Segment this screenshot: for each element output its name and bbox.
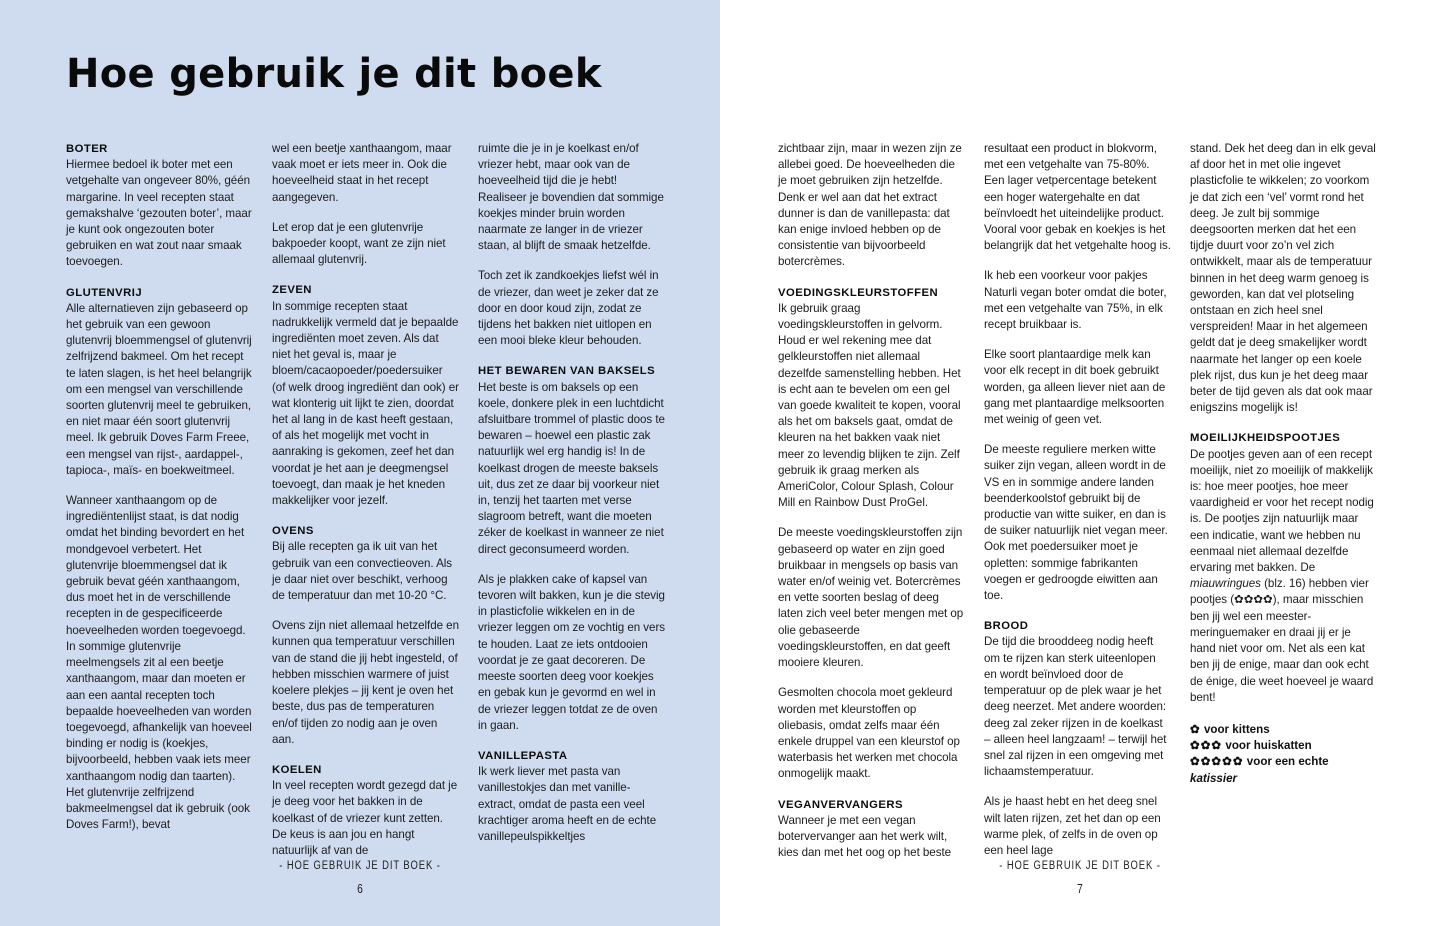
- paragraph: Als je haast hebt en het deeg snel wilt laten rijzen, zet het dan op een warme plek, of zelfs in de oven op een heel lage: [984, 795, 1161, 857]
- footer-right: [720, 860, 1440, 896]
- left-page-columns: [66, 141, 666, 873]
- legend-line: [1190, 754, 1377, 770]
- page-title: Hoe gebruik je dit boek: [66, 51, 602, 97]
- paragraph: Ik heb een voorkeur voor pakjes Naturli vegan boter omdat die boter, met een vetgehalte van 75%, in elk recept bruikbaar is.: [984, 269, 1167, 332]
- paragraph: ruimte die je in je koelkast en/of vriezer hebt, maar ook van de hoeveelheid tijd die je hebt! Realiseer je bovendien dat sommige koekjes minder bruin worden naarmate ze langer in de vriezer staan, al blijft de smaak hetzelfde.: [478, 142, 664, 253]
- paragraph: Ik werk liever met pasta van vanillestokjes dan met vanille-extract, omdat de pasta een veel krachtiger aroma heeft en de echte vanillepeulspikkeltjes: [478, 765, 657, 843]
- paragraph: In veel recepten wordt gezegd dat je je deeg voor het bakken in de koelkast of de vriezer kunt zetten. De keus is aan jou en hangt natuurlijk af van de: [272, 779, 458, 857]
- paragraph: Als je plakken cake of kapsel van tevoren wilt bakken, kun je die stevig in plasticfolie wikkelen en in de vriezer leggen om ze vochtig en vers te houden. Laat ze iets ontdooien voordat je ze gaat decoreren. De meeste soorten deeg voor koekjes en gebak kun je gevormd en wel in de vriezer leggen totdat ze de oven in gaan.: [478, 572, 666, 732]
- text-run: De pootjes geven aan of een recept moeilijk, niet zo moeilijk of makkelijk is: hoe meer pootjes, hoe meer vaardigheid er voor het recept nodig is. De pootjes zijn natuurlijk maar een indicatie, want we hebben nu eenmaal niet allemaal dezelfde ervaring met bakken. De: [1190, 447, 1374, 575]
- section-heading-ovens: OVENS: [272, 525, 314, 538]
- section-heading-zeven: ZEVEN: [272, 284, 312, 297]
- section-heading-boter: BOTER: [66, 143, 108, 155]
- section-heading-vanillepasta: VANILLEPASTA: [478, 749, 568, 762]
- section-heading-het-bewaren-van-baksels: HET BEWAREN VAN BAKSELS: [478, 365, 656, 378]
- page-right: [720, 0, 1440, 926]
- section-heading-veganvervangers: VEGANVERVANGERS: [778, 798, 903, 811]
- footer-running-title: - HOE GEBRUIK JE DIT BOEK -: [999, 860, 1161, 872]
- paw-icon: ✿✿✿✿✿: [1190, 755, 1244, 769]
- paragraph: wel een beetje xanthaangom, maar vaak moet er iets meer in. Ook die hoeveelheid staat in het recept aangegeven.: [272, 142, 452, 204]
- text-run: ), maar misschien ben jij wel een meester-meringuemaker en draai jij er je hand niet voor om. Net als een kat ben jij de enige, maar dan ook echt de énige, die weet hoeveel je waard bent!: [1190, 593, 1374, 704]
- paragraph: Wanneer je met een vegan botervervanger aan het werk wilt, kies dan met het oog op het beste: [778, 813, 952, 860]
- page-number: 6: [357, 882, 363, 896]
- paragraph: Let erop dat je een glutenvrije bakpoeder koopt, want ze zijn niet allemaal glutenvrij.: [272, 220, 446, 267]
- legend-line: [1190, 738, 1377, 754]
- page-number: 7: [1077, 882, 1083, 896]
- paragraph: Alle alternatieven zijn gebaseerd op het gebruik van een gewoon glutenvrij bloemmengsel of glutenvrij zelfrijzend bakmeel. Om het recept te laten slagen, is het heel belangrijk om een mengsel van verschillende soorten glutenvrij meel te gebruiken, en niet maar één soort glutenvrij meel. Ik gebruik Doves Farm Freee, een mengsel van rijst-, aardappel-, tapioca-, maïs- en boekweitmeel.: [66, 301, 252, 477]
- paragraph: Toch zet ik zandkoekjes liefst wél in de vriezer, dan weet je zeker dat ze door en door koud zijn, zodat ze tijdens het bakken niet uitlopen en een mooi bleke kleur behouden.: [478, 269, 659, 348]
- legend-label: voor huiskatten: [1222, 739, 1312, 753]
- footer-running-title: - HOE GEBRUIK JE DIT BOEK -: [279, 860, 441, 872]
- paragraph: resultaat een product in blokvorm, met een vetgehalte van 75-80%. Een lager vetpercentage betekent een hoger watergehalte en dat beïnvloedt het uiteindelijke product. Vooral voor gebak en koekjes is het belangrijk dat het vetgehalte hoog is.: [984, 142, 1171, 253]
- difficulty-legend: [1190, 722, 1377, 787]
- column-3: [1190, 141, 1377, 875]
- legend-label: voor kittens: [1200, 722, 1270, 736]
- legend-line: [1190, 722, 1377, 738]
- paragraph: zichtbaar zijn, maar in wezen zijn ze allebei goed. De hoeveelheden die je moet gebruiken zijn hetzelfde. Denk er wel aan dat het extract dunner is dan de vanillepasta: dat kan enige invloed hebben op de consistentie van bijvoorbeeld botercrèmes.: [778, 142, 962, 269]
- section-heading-glutenvrij: GLUTENVRIJ: [66, 286, 143, 299]
- paragraph: Ik gebruik graag voedingskleurstoffen in gelvorm. Houd er wel rekening mee dat gelkleurstoffen niet allemaal dezelfde samenstelling hebben. Het is echt aan te bevelen om een gel van goede kwaliteit te kopen, vooral als het om baksels gaat, omdat de kleuren na het bakken vaak niet meer zo levendig blijken te zijn. Zelf gebruik ik graag merken als AmeriColor, Colour Splash, Colour Mill en Rainbow Dust ProGel.: [778, 301, 961, 510]
- paragraph: In sommige recepten staat nadrukkelijk vermeld dat je bepaalde ingrediënten moet zeven. Als dat niet het geval is, maar je bloem/cacaopoeder/poedersuiker (of welk droog ingrediënt dan ook) er wat klonterig uit lijkt te zien, doordat het al lang in de kast heeft gestaan, of als het mogelijk met vocht in aanraking is gekomen, zeef het dan voordat je het aan je deegmengsel toevoegt, dan maak je het kneden makkelijker voor jezelf.: [272, 299, 459, 508]
- paw-icon: ✿✿✿: [1190, 739, 1223, 753]
- column-1: [778, 141, 965, 875]
- paragraph: De tijd die brooddeeg nodig heeft om te rijzen kan sterk uiteenlopen en wordt beïnvloed door de temperatuur op de plek waar je het deeg neerzet. Met andere woorden: deeg zal zeker rijzen in de koelkast – alleen heel langzaam! – terwijl het snel zal rijzen in een omgeving met lichaamstemperatuur.: [984, 635, 1167, 779]
- section-heading-voedingskleurstoffen: VOEDINGSKLEURSTOFFEN: [778, 286, 939, 299]
- paragraph: stand. Dek het deeg dan in elk geval af door het in met olie ingevet plasticfolie te wikkelen; zo voorkom je dat zich een ‘vel’ vormt rond het deeg. Je zult bij sommige deegsoorten merken dat het een tijdje duurt voor zo’n vel zich ontwikkelt, maar als de temperatuur binnen in het deeg warm genoeg is geworden, kan dat vel plotseling ontstaan en zich heel snel verspreiden! Maar in het algemeen geldt dat je deeg smakelijker wordt naarmate het langer op een koele plek rijst, dus kun je het deeg maar beter de tijd geven als dat ook maar enigszins mogelijk is!: [1190, 142, 1376, 415]
- italic-term: miauwringues: [1190, 577, 1261, 591]
- paragraph: Wanneer xanthaangom op de ingrediëntenlijst staat, is dat nodig omdat het binding bevordert en het mondgevoel verbetert. Het glutenvrije bloemmengsel dat ik gebruik bevat géén xanthaangom, dus moet het in de verschillende recepten in de gespecificeerde hoeveelheden worden toegevoegd. In sommige glutenvrije meelmengsels zit al een beetje xanthaangom, maar dan moeten er aan een aantal recepten toch bepaalde hoeveelheden van worden toegevoegd, afhankelijk van hoeveel binding er nodig is (koekjes, bijvoorbeeld, hebben vaak iets meer xanthaangom nodig dan taarten). Het glutenvrije zelfrijzend bakmeelmengsel dat ik gebruik (ook Doves Farm!), bevat: [66, 494, 252, 832]
- paragraph: Bij alle recepten ga ik uit van het gebruik van een convectieoven. Als je daar niet over beschikt, verhoog de temperatuur dan met 10-20 °C.: [272, 540, 453, 603]
- paragraph: De meeste voedingskleurstoffen zijn gebaseerd op water en zijn goed bruikbaar in mengsels op basis van water en/of weinig vet. Botercrèmes en vette soorten beslag of deeg laten zich veel beter mengen met op olie gebaseerde voedingskleurstoffen, en dat geeft mooiere kleuren.: [778, 526, 964, 670]
- paragraph: Gesmolten chocola moet gekleurd worden met kleurstoffen op oliebasis, omdat zelfs maar één enkele druppel van een kleurstof op waterbasis het werken met chocola onmogelijk maakt.: [778, 686, 960, 781]
- paw-icon: ✿✿✿✿: [1234, 593, 1273, 607]
- paragraph: Het beste is om baksels op een koele, donkere plek in een luchtdicht afsluitbare trommel of plastic doos te bewaren – hoewel een plastic zak natuurlijk wel erg handig is! In de koelkast drogen de meeste baksels uit, dus zet ze daar bij voorkeur niet in, tenzij het taarten met verse slagroom betreft, want die moeten zéker de koelkast in wanneer ze niet direct geconsumeerd worden.: [478, 380, 665, 556]
- section-heading-moeilijkheidspootjes: MOEILIJKHEIDSPOOTJES: [1190, 432, 1341, 445]
- paw-icon: ✿: [1190, 722, 1201, 736]
- footer-left: [0, 860, 720, 896]
- paragraph: Elke soort plantaardige melk kan voor elk recept in dit boek gebruikt worden, ga alleen liever niet aan de gang met plantaardige melksoorten met weinig of geen vet.: [984, 348, 1166, 427]
- section-heading-koelen: KOELEN: [272, 763, 322, 776]
- paragraph: De meeste reguliere merken witte suiker zijn vegan, alleen wordt in de VS en in sommige andere landen beenderkoolstof gebruikt bij de productie van witte suiker, en dan is de suiker natuurlijk niet vegan meer. Ook met poedersuiker moet je opletten: sommige fabrikanten voegen er gedroogde eiwitten aan toe.: [984, 443, 1168, 603]
- section-heading-brood: BROOD: [984, 620, 1029, 633]
- column-1: [66, 141, 253, 873]
- paragraph: Ovens zijn niet allemaal hetzelfde en kunnen qua temperatuur verschillen van de stand die jij hebt ingesteld, of hebben misschien warmere of juist koelere plekjes – jij kent je oven het beste, dus pas de temperaturen en/of tijden zo nodig aan je oven aan.: [272, 619, 459, 746]
- paragraph: Hiermee bedoel ik boter met een vetgehalte van ongeveer 80%, géén margarine. In veel recepten staat gemakshalve ‘gezouten boter’, maar je kunt ook ongezouten boter gebruiken en wat zout naar smaak toevoegen.: [66, 158, 252, 269]
- legend-line-italic: [1190, 771, 1377, 787]
- legend-label: voor een echte: [1243, 755, 1329, 769]
- right-page-columns: [778, 141, 1378, 875]
- column-2: [272, 141, 459, 873]
- legend-label-italic: katissier: [1190, 771, 1238, 785]
- column-2: [984, 141, 1171, 875]
- column-3: [478, 141, 665, 873]
- paragraph-rich: [1190, 447, 1377, 706]
- text-run: (blz. 16) hebben vier pootjes (: [1190, 577, 1369, 607]
